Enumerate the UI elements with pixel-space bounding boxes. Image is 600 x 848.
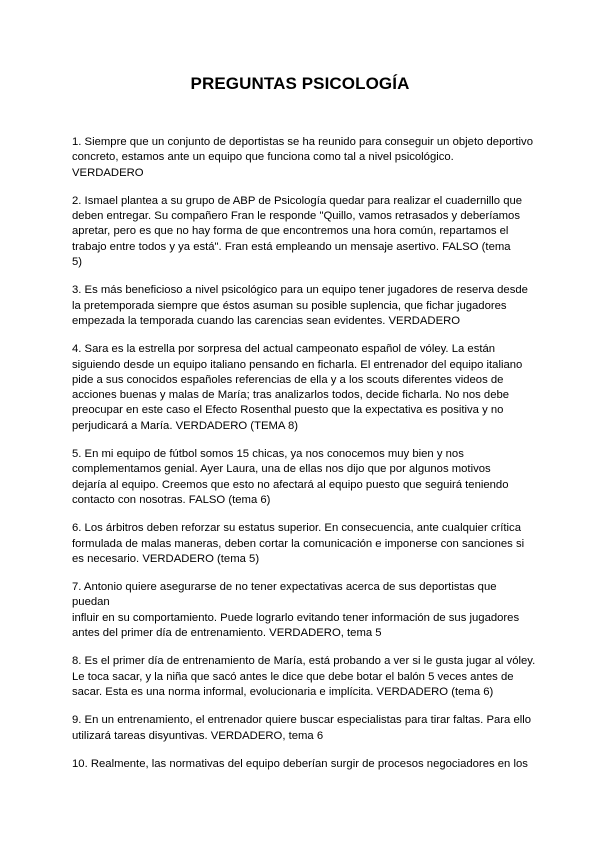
question-text-line: sacar. Esta es una norma informal, evolucionaria e implícita. VERDADERO (tema 6) <box>72 685 494 698</box>
question-item <box>72 447 534 508</box>
question-text-line: antes del primer día de entrenamiento. VERDADERO, tema 5 <box>72 627 382 640</box>
question-text-line: acciones buenas y malas de María; tras analizarlos todos, decide ficharla. No nos debe <box>72 389 510 402</box>
question-text-line: concreto, estamos ante un equipo que funciona como tal a nivel psicológico. <box>72 151 454 164</box>
question-item <box>72 713 534 744</box>
question-text-line: preocupar en este caso el Efecto Rosenthal puesto que la expectativa es positiva y no <box>72 404 504 417</box>
question-text-line: 3. Es más beneficioso a nivel psicológico para un equipo tener jugadores de reserva desde <box>72 284 528 297</box>
question-text-line: pide a sus conocidos españoles referencias de ella y a los scouts diferentes videos de <box>72 373 504 386</box>
question-list <box>72 135 534 785</box>
question-text-line: puedan <box>72 596 110 609</box>
question-item <box>72 580 534 641</box>
question-text-line: trabajo entre todos y ya está". Fran está empleando un mensaje asertivo. FALSO (tema <box>72 240 511 253</box>
question-text-line: dejaría al equipo. Creemos que esto no afectará al equipo puesto que seguirá teniendo <box>72 478 509 491</box>
question-text-line: contacto con nosotras. FALSO (tema 6) <box>72 493 271 506</box>
question-text-line: 2. Ismael plantea a su grupo de ABP de Psicología quedar para realizar el cuadernillo que <box>72 194 523 207</box>
question-text-line: 5) <box>72 256 83 269</box>
question-text-line: la pretemporada siempre que éstos asuman su posible suplencia, que fichar jugadores <box>72 299 507 312</box>
question-text-line: 6. Los árbitros deben reforzar su estatus superior. En consecuencia, ante cualquier crítica <box>72 522 521 535</box>
question-text-line: siguiendo desde un equipo italiano pensando en ficharla. El entrenador del equipo italiano <box>72 358 523 371</box>
question-item <box>72 135 534 181</box>
question-text-line: 10. Realmente, las normativas del equipo deberían surgir de procesos negociadores en los <box>72 757 528 770</box>
question-text-line: apretar, pero es que no hay forma de que encontremos una hora común, repartamos el <box>72 225 509 238</box>
question-item <box>72 521 534 567</box>
question-text-line: deben entregar. Su compañero Fran le responde "Quillo, vamos retrasados y deberíamos <box>72 210 520 223</box>
page-title: PREGUNTAS PSICOLOGÍA <box>190 74 410 93</box>
question-text-line: perjudicará a María. VERDADERO (TEMA 8) <box>72 419 299 432</box>
question-text-line: 7. Antonio quiere asegurarse de no tener expectativas acerca de sus deportistas que <box>72 581 497 594</box>
question-text-line: 9. En un entrenamiento, el entrenador quiere buscar especialistas para tirar faltas. Para ello <box>72 714 532 727</box>
question-item <box>72 757 534 772</box>
question-text-line: empezada la temporada cuando las carencias sean evidentes. VERDADERO <box>72 314 461 327</box>
question-item <box>72 194 534 270</box>
question-text-line: 1. Siempre que un conjunto de deportistas se ha reunido para conseguir un objeto deportivo <box>72 136 533 148</box>
question-item <box>72 283 534 329</box>
question-text-line: 5. En mi equipo de fútbol somos 15 chicas, ya nos conocemos muy bien y nos <box>72 448 464 461</box>
question-text-line: utilizará tareas disyuntivas. VERDADERO, tema 6 <box>72 729 324 742</box>
question-item <box>72 654 534 700</box>
question-text-line: formulada de malas maneras, deben cortar la comunicación e imponerse con sanciones si <box>72 537 525 550</box>
question-text-line: 8. Es el primer día de entrenamiento de María, está probando a ver si le gusta jugar al vóley. <box>72 655 536 668</box>
question-text-line: influir en su comportamiento. Puede lograrlo evitando tener información de sus jugadores <box>72 611 520 624</box>
question-item <box>72 342 534 434</box>
question-text-line: es necesario. VERDADERO (tema 5) <box>72 552 260 565</box>
question-text-line: 4. Sara es la estrella por sorpresa del actual campeonato español de vóley. La están <box>72 343 496 356</box>
question-text-line: complementamos genial. Ayer Laura, una de ellas nos dijo que por algunos motivos <box>72 463 491 476</box>
question-text-line: VERDADERO <box>72 166 144 179</box>
question-text-line: Le toca sacar, y la niña que sacó antes le dice que debe botar el balón 5 veces antes de <box>72 670 514 683</box>
